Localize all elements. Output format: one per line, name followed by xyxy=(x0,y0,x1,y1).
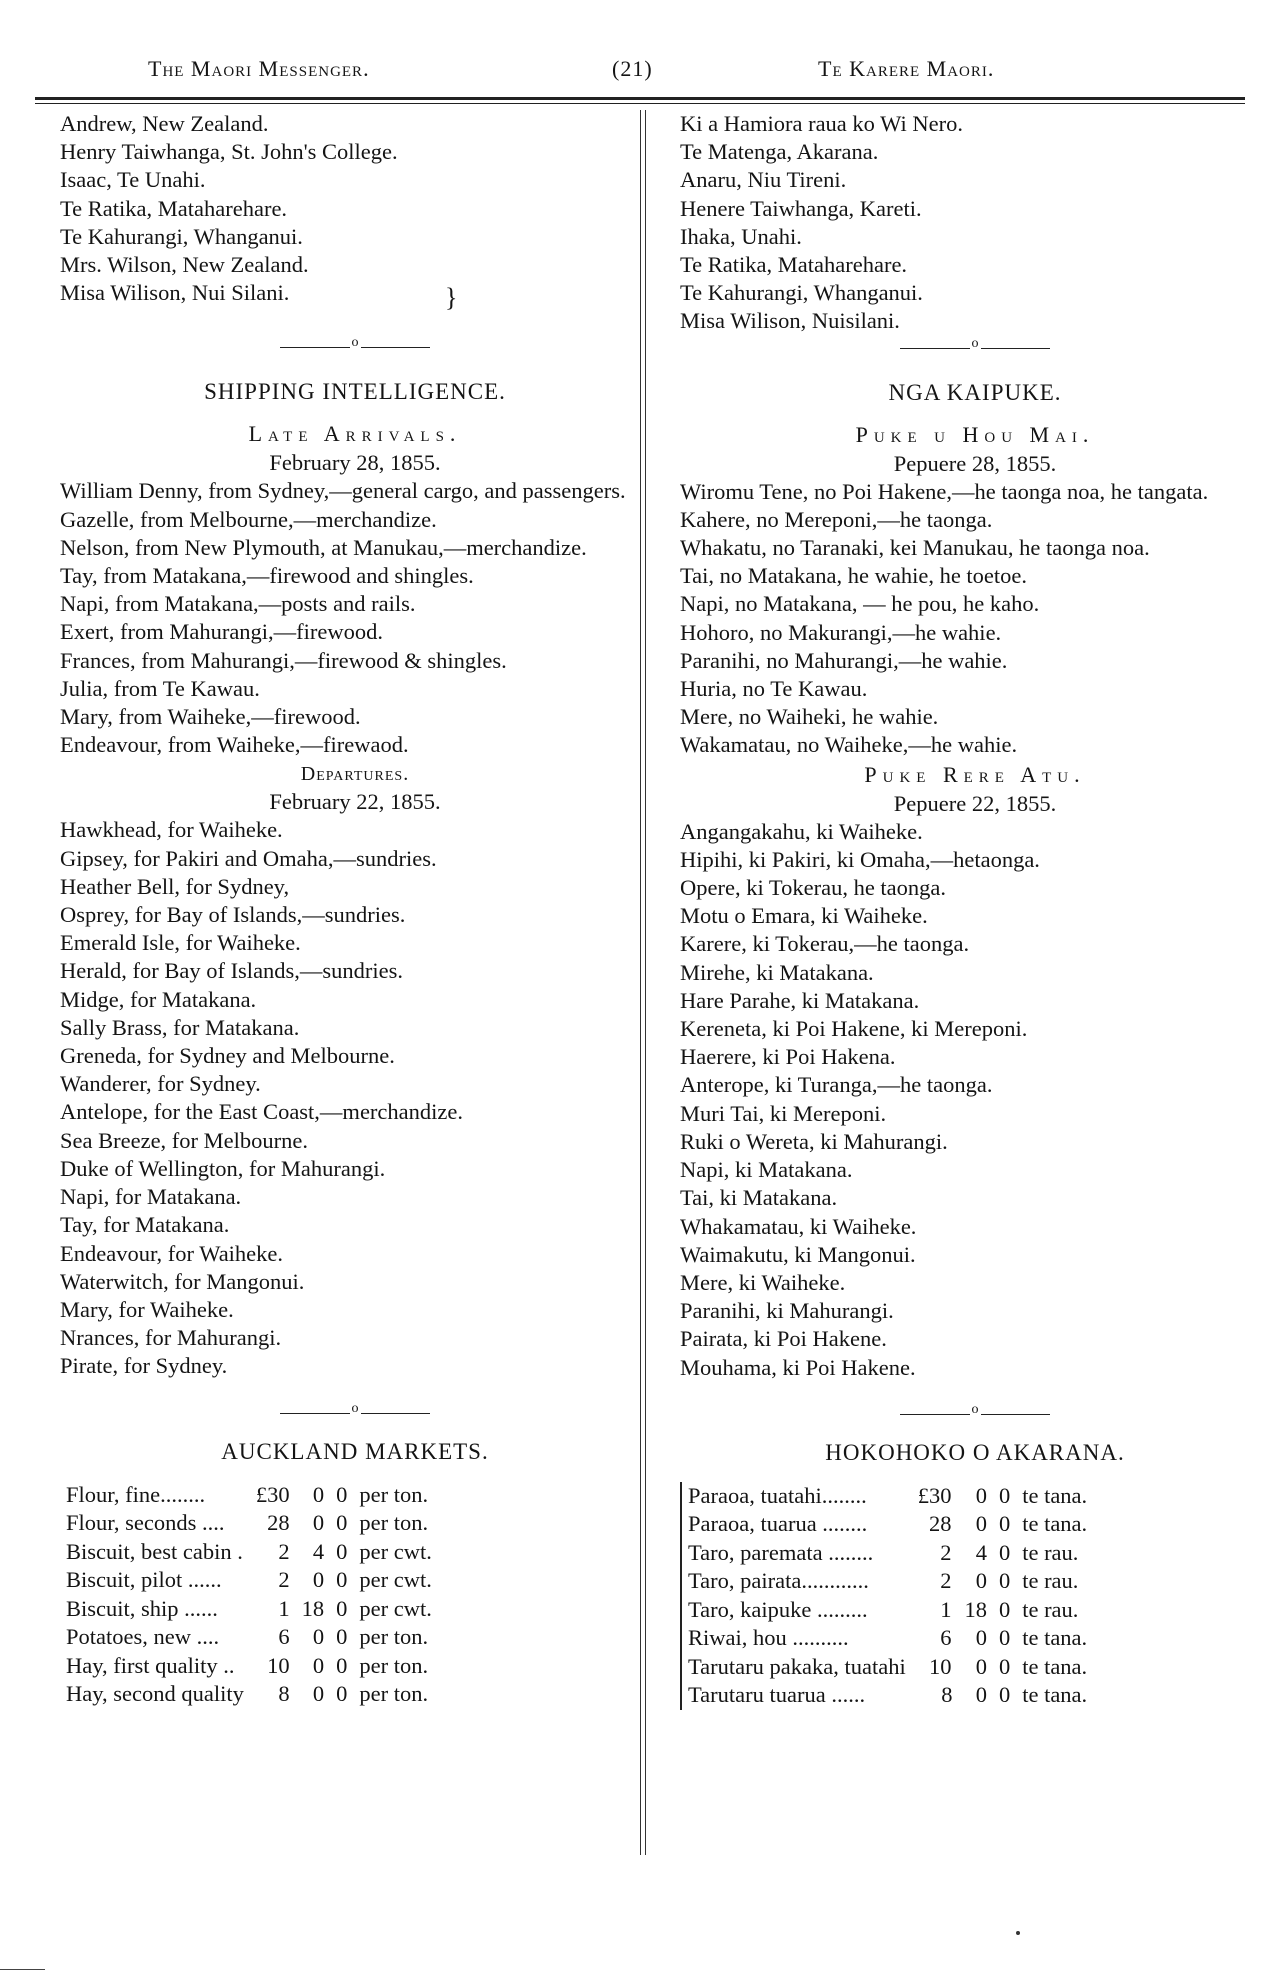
markets-title-english: AUCKLAND MARKETS. xyxy=(221,1438,489,1464)
price-pounds: 28 xyxy=(928,1511,952,1537)
list-item: Te Kahurangi, Whanganui. xyxy=(680,280,923,306)
price-shillings: 0 xyxy=(975,1682,987,1708)
price-pounds: £30 xyxy=(255,1481,290,1507)
market-item: Potatoes, new .... xyxy=(66,1624,220,1650)
table-row xyxy=(60,1595,438,1624)
table-row xyxy=(681,1567,1093,1596)
recipients-list-english xyxy=(60,110,650,312)
price-shillings: 0 xyxy=(312,1681,325,1707)
list-item: Tai, ki Matakana. xyxy=(680,1185,838,1211)
list-item: Waterwitch, for Mangonui. xyxy=(60,1268,305,1294)
price-shillings: 0 xyxy=(975,1625,987,1651)
price-shillings: 0 xyxy=(975,1568,987,1594)
table-row xyxy=(60,1680,438,1709)
list-item: Greneda, for Sydney and Melbourne. xyxy=(60,1043,395,1069)
price-unit: per cwt. xyxy=(359,1595,432,1621)
price-unit: per ton. xyxy=(359,1652,429,1678)
price-pence: 0 xyxy=(998,1539,1011,1565)
table-row xyxy=(681,1482,1093,1511)
market-item: Taro, pairata............ xyxy=(688,1568,869,1594)
section-separator: o xyxy=(60,329,650,367)
list-item: Sea Breeze, for Melbourne. xyxy=(60,1127,309,1153)
page-number: (21) xyxy=(612,56,653,81)
price-shillings: 18 xyxy=(964,1596,987,1622)
list-item: Te Ratika, Mataharehare. xyxy=(680,252,908,278)
price-unit: per ton. xyxy=(359,1681,429,1707)
list-item: Exert, from Mahurangi,—firewood. xyxy=(60,619,384,645)
markets-title-maori: HOKOHOKO O AKARANA. xyxy=(825,1439,1125,1465)
list-item: Misa Wilison, Nuisilani. xyxy=(680,308,900,334)
table-row xyxy=(60,1652,438,1681)
list-item: Whakamatau, ki Waiheke. xyxy=(680,1213,917,1239)
arrivals-heading-english: Late Arrivals. xyxy=(248,421,462,447)
market-item: Biscuit, best cabin . xyxy=(66,1538,243,1564)
list-item: Huria, no Te Kawau. xyxy=(680,676,868,702)
header-rule-thin xyxy=(35,103,1245,104)
list-item: Wiromu Tene, no Poi Hakene,—he taonga noa, he tangata. xyxy=(680,478,1209,504)
list-item: Muri Tai, ki Mereponi. xyxy=(680,1100,887,1126)
shipping-title-maori: NGA KAIPUKE. xyxy=(888,379,1062,405)
arrivals-heading-maori: Puke u Hou Mai. xyxy=(855,421,1095,447)
table-row xyxy=(681,1681,1093,1710)
price-pence: 0 xyxy=(336,1538,348,1564)
price-shillings: 0 xyxy=(312,1481,325,1507)
price-unit: te tana. xyxy=(1022,1653,1088,1679)
departures-list-english xyxy=(60,816,650,1380)
list-item: Mary, for Waiheke. xyxy=(60,1296,234,1322)
price-shillings: 0 xyxy=(312,1510,325,1536)
price-unit: te tana. xyxy=(1022,1682,1088,1708)
price-unit: te tana. xyxy=(1022,1511,1088,1537)
price-pence: 0 xyxy=(998,1682,1011,1708)
list-item: Karere, ki Tokerau,—he taonga. xyxy=(680,931,970,957)
list-item: Kahere, no Mereponi,—he taonga. xyxy=(680,506,993,532)
market-item: Flour, fine........ xyxy=(66,1481,206,1507)
table-row xyxy=(60,1623,438,1652)
price-unit: te tana. xyxy=(1022,1482,1088,1508)
ink-dot xyxy=(1016,1931,1020,1935)
list-item: Paranihi, no Mahurangi,—he wahie. xyxy=(680,647,1008,673)
arrivals-list-maori xyxy=(680,478,1270,760)
departures-heading-english: Departures. xyxy=(300,763,410,786)
market-item: Taro, paremata ........ xyxy=(688,1539,874,1565)
price-pounds: 2 xyxy=(940,1539,952,1565)
list-item: Wakamatau, no Waiheke,—he wahie. xyxy=(680,732,1018,758)
list-item: Sally Brass, for Matakana. xyxy=(60,1014,300,1040)
list-item: Hohoro, no Makurangi,—he wahie. xyxy=(680,619,1002,645)
list-item: Ki a Hamiora raua ko Wi Nero. xyxy=(680,111,963,136)
list-item: Angangakahu, ki Waiheke. xyxy=(680,818,923,844)
header-title-maori: Te Karere Maori. xyxy=(818,56,995,81)
market-item: Flour, seconds .... xyxy=(66,1510,225,1536)
market-item: Biscuit, pilot ...... xyxy=(66,1567,222,1593)
price-unit: te tana. xyxy=(1022,1625,1088,1651)
price-shillings: 0 xyxy=(312,1652,325,1678)
price-pounds: 10 xyxy=(267,1652,290,1678)
recipients-list-maori xyxy=(680,110,1270,336)
market-item: Paraoa, tuarua ........ xyxy=(688,1511,868,1537)
markets-table-english xyxy=(60,1481,438,1709)
departures-list-maori xyxy=(680,818,1270,1382)
price-shillings: 0 xyxy=(312,1624,325,1650)
price-unit: te rau. xyxy=(1022,1568,1079,1594)
list-item: Hare Parahe, ki Matakana. xyxy=(680,987,920,1013)
list-item: Motu o Emara, ki Waiheke. xyxy=(680,903,928,929)
price-unit: per ton. xyxy=(359,1624,429,1650)
list-item: William Denny, from Sydney,—general cargo, and passengers. xyxy=(60,478,626,504)
list-item: Julia, from Te Kawau. xyxy=(60,675,260,701)
market-item: Taro, kaipuke ......... xyxy=(688,1596,868,1622)
price-pounds: 2 xyxy=(940,1568,952,1594)
list-item: Hipihi, ki Pakiri, ki Omaha,—hetaonga. xyxy=(680,846,1040,872)
list-item: Pirate, for Sydney. xyxy=(60,1353,228,1379)
list-item: Paranihi, ki Mahurangi. xyxy=(680,1298,894,1324)
table-row xyxy=(60,1509,438,1538)
list-item: Nelson, from New Plymouth, at Manukau,—merchandize. xyxy=(60,534,587,560)
price-pence: 0 xyxy=(998,1511,1011,1537)
price-unit: te rau. xyxy=(1022,1539,1079,1565)
section-separator: o xyxy=(680,330,1270,368)
price-pounds: 2 xyxy=(278,1567,290,1593)
price-pounds: 8 xyxy=(941,1682,953,1708)
market-item: Tarutaru pakaka, tuatahi xyxy=(688,1653,906,1679)
list-item: Emerald Isle, for Waiheke. xyxy=(60,930,301,956)
list-item: Tay, for Matakana. xyxy=(60,1212,230,1238)
table-row xyxy=(681,1653,1093,1682)
price-shillings: 0 xyxy=(975,1482,987,1508)
market-item: Hay, first quality .. xyxy=(66,1652,235,1678)
price-pence: 0 xyxy=(998,1653,1011,1679)
price-pence: 0 xyxy=(998,1482,1011,1508)
price-unit: per cwt. xyxy=(359,1567,432,1593)
list-item: Osprey, for Bay of Islands,—sundries. xyxy=(60,902,406,928)
price-pounds: 1 xyxy=(278,1595,290,1621)
list-item: Opere, ki Tokerau, he taonga. xyxy=(680,875,947,901)
list-item: Henry Taiwhanga, St. John's College. xyxy=(60,139,398,165)
list-item: Mere, ki Waiheke. xyxy=(680,1269,846,1295)
table-row xyxy=(681,1539,1093,1568)
price-pence: 0 xyxy=(998,1625,1011,1651)
price-pounds: 2 xyxy=(278,1538,290,1564)
price-unit: te rau. xyxy=(1022,1596,1079,1622)
list-item: Ruki o Wereta, ki Mahurangi. xyxy=(680,1128,948,1154)
price-pounds: 6 xyxy=(940,1625,952,1651)
list-item: Pairata, ki Poi Hakene. xyxy=(680,1326,887,1352)
arrivals-date-english: February 28, 1855. xyxy=(269,450,441,476)
table-row xyxy=(681,1510,1093,1539)
list-item: Gipsey, for Pakiri and Omaha,—sundries. xyxy=(60,845,437,871)
list-item: Mirehe, ki Matakana. xyxy=(680,959,874,985)
price-shillings: 4 xyxy=(975,1539,987,1565)
header-title-english: The Maori Messenger. xyxy=(148,56,370,81)
maori-column xyxy=(680,110,1270,1710)
list-item: Herald, for Bay of Islands,—sundries. xyxy=(60,958,404,984)
price-pounds: 1 xyxy=(940,1596,952,1622)
list-item: Haerere, ki Poi Hakena. xyxy=(680,1044,896,1070)
list-item: Napi, for Matakana. xyxy=(60,1184,242,1210)
price-pence: 0 xyxy=(336,1681,348,1707)
departures-date-maori: Pepuere 22, 1855. xyxy=(893,790,1057,816)
arrivals-date-maori: Pepuere 28, 1855. xyxy=(893,450,1057,476)
list-item: Henere Taiwhanga, Kareti. xyxy=(680,195,922,221)
list-item: Anaru, Niu Tireni. xyxy=(680,167,847,193)
list-item: Ihaka, Unahi. xyxy=(680,223,802,249)
price-shillings: 18 xyxy=(301,1595,325,1621)
list-item: Midge, for Matakana. xyxy=(60,986,257,1012)
list-item: Andrew, New Zealand. xyxy=(60,111,269,136)
table-row xyxy=(681,1596,1093,1625)
table-row xyxy=(60,1566,438,1595)
brace-mark: } xyxy=(445,283,458,312)
price-pence: 0 xyxy=(998,1568,1011,1594)
list-item: Isaac, Te Unahi. xyxy=(60,167,206,193)
departures-heading-maori: Puke Rere Atu. xyxy=(864,761,1086,787)
english-column xyxy=(60,110,650,1709)
list-item: Duke of Wellington, for Mahurangi. xyxy=(60,1155,386,1181)
price-unit: per ton. xyxy=(359,1510,429,1536)
list-item: Heather Bell, for Sydney, xyxy=(60,873,290,899)
price-pence: 0 xyxy=(336,1624,348,1650)
list-item: Endeavour, from Waiheke,—firewaod. xyxy=(60,732,409,758)
table-row xyxy=(681,1624,1093,1653)
price-unit: per cwt. xyxy=(359,1538,432,1564)
price-pence: 0 xyxy=(336,1481,348,1507)
markets-table-maori xyxy=(680,1482,1093,1710)
market-item: Paraoa, tuatahi........ xyxy=(688,1482,867,1508)
list-item: Hawkhead, for Waiheke. xyxy=(60,817,283,843)
list-item: Te Kahurangi, Whanganui. xyxy=(60,223,303,249)
list-item: Te Ratika, Mataharehare. xyxy=(60,195,288,221)
list-item: Napi, ki Matakana. xyxy=(680,1157,853,1183)
list-item: Tay, from Matakana,—firewood and shingles. xyxy=(60,563,474,589)
list-item: Misa Wilison, Nui Silani. xyxy=(60,280,290,306)
section-separator: o xyxy=(680,1396,1270,1434)
list-item: Endeavour, for Waiheke. xyxy=(60,1240,284,1266)
list-item: Mrs. Wilson, New Zealand. xyxy=(60,252,309,278)
list-item: Waimakutu, ki Mangonui. xyxy=(680,1241,916,1267)
price-shillings: 4 xyxy=(312,1538,325,1564)
market-item: Biscuit, ship ...... xyxy=(66,1595,218,1621)
list-item: Antelope, for the East Coast,—merchandize. xyxy=(60,1099,463,1125)
arrivals-list-english xyxy=(60,477,650,759)
price-pounds: £30 xyxy=(917,1482,952,1508)
table-row xyxy=(60,1481,438,1510)
price-pounds: 28 xyxy=(267,1510,290,1536)
list-item: Mary, from Waiheke,—firewood. xyxy=(60,704,361,730)
market-item: Hay, second quality xyxy=(66,1681,244,1707)
header-rule-thick xyxy=(35,97,1245,100)
price-shillings: 0 xyxy=(312,1567,325,1593)
price-pence: 0 xyxy=(998,1596,1011,1622)
price-unit: per ton. xyxy=(359,1481,429,1507)
list-item: Tai, no Matakana, he wahie, he toetoe. xyxy=(680,563,1028,589)
list-item: Mere, no Waiheki, he wahie. xyxy=(680,704,939,730)
list-item: Frances, from Mahurangi,—firewood & shingles. xyxy=(60,647,507,673)
page-header xyxy=(0,50,1280,90)
table-row xyxy=(60,1538,438,1567)
shipping-title-english: SHIPPING INTELLIGENCE. xyxy=(204,379,506,405)
list-item: Napi, from Matakana,—posts and rails. xyxy=(60,591,416,617)
price-pence: 0 xyxy=(336,1510,348,1536)
departures-date-english: February 22, 1855. xyxy=(269,789,441,815)
price-shillings: 0 xyxy=(975,1511,987,1537)
price-pence: 0 xyxy=(336,1595,348,1621)
list-item: Napi, no Matakana, — he pou, he kaho. xyxy=(680,591,1040,617)
price-pence: 0 xyxy=(336,1567,348,1593)
page-edge-mark xyxy=(0,1969,45,1970)
list-item: Anterope, ki Turanga,—he taonga. xyxy=(680,1072,993,1098)
list-item: Nrances, for Mahurangi. xyxy=(60,1325,282,1351)
list-item: Wanderer, for Sydney. xyxy=(60,1071,261,1097)
market-item: Riwai, hou .......... xyxy=(688,1625,849,1651)
list-item: Kereneta, ki Poi Hakene, ki Mereponi. xyxy=(680,1016,1028,1042)
price-pence: 0 xyxy=(336,1652,348,1678)
section-separator: o xyxy=(60,1395,650,1433)
price-pounds: 8 xyxy=(278,1681,290,1707)
list-item: Gazelle, from Melbourne,—merchandize. xyxy=(60,506,437,532)
price-pounds: 10 xyxy=(928,1653,952,1679)
market-item: Tarutaru tuarua ...... xyxy=(688,1682,866,1708)
list-item: Te Matenga, Akarana. xyxy=(680,139,879,165)
price-shillings: 0 xyxy=(975,1653,987,1679)
price-pounds: 6 xyxy=(278,1624,290,1650)
list-item: Whakatu, no Taranaki, kei Manukau, he taonga noa. xyxy=(680,535,1150,561)
list-item: Mouhama, ki Poi Hakene. xyxy=(680,1354,916,1380)
